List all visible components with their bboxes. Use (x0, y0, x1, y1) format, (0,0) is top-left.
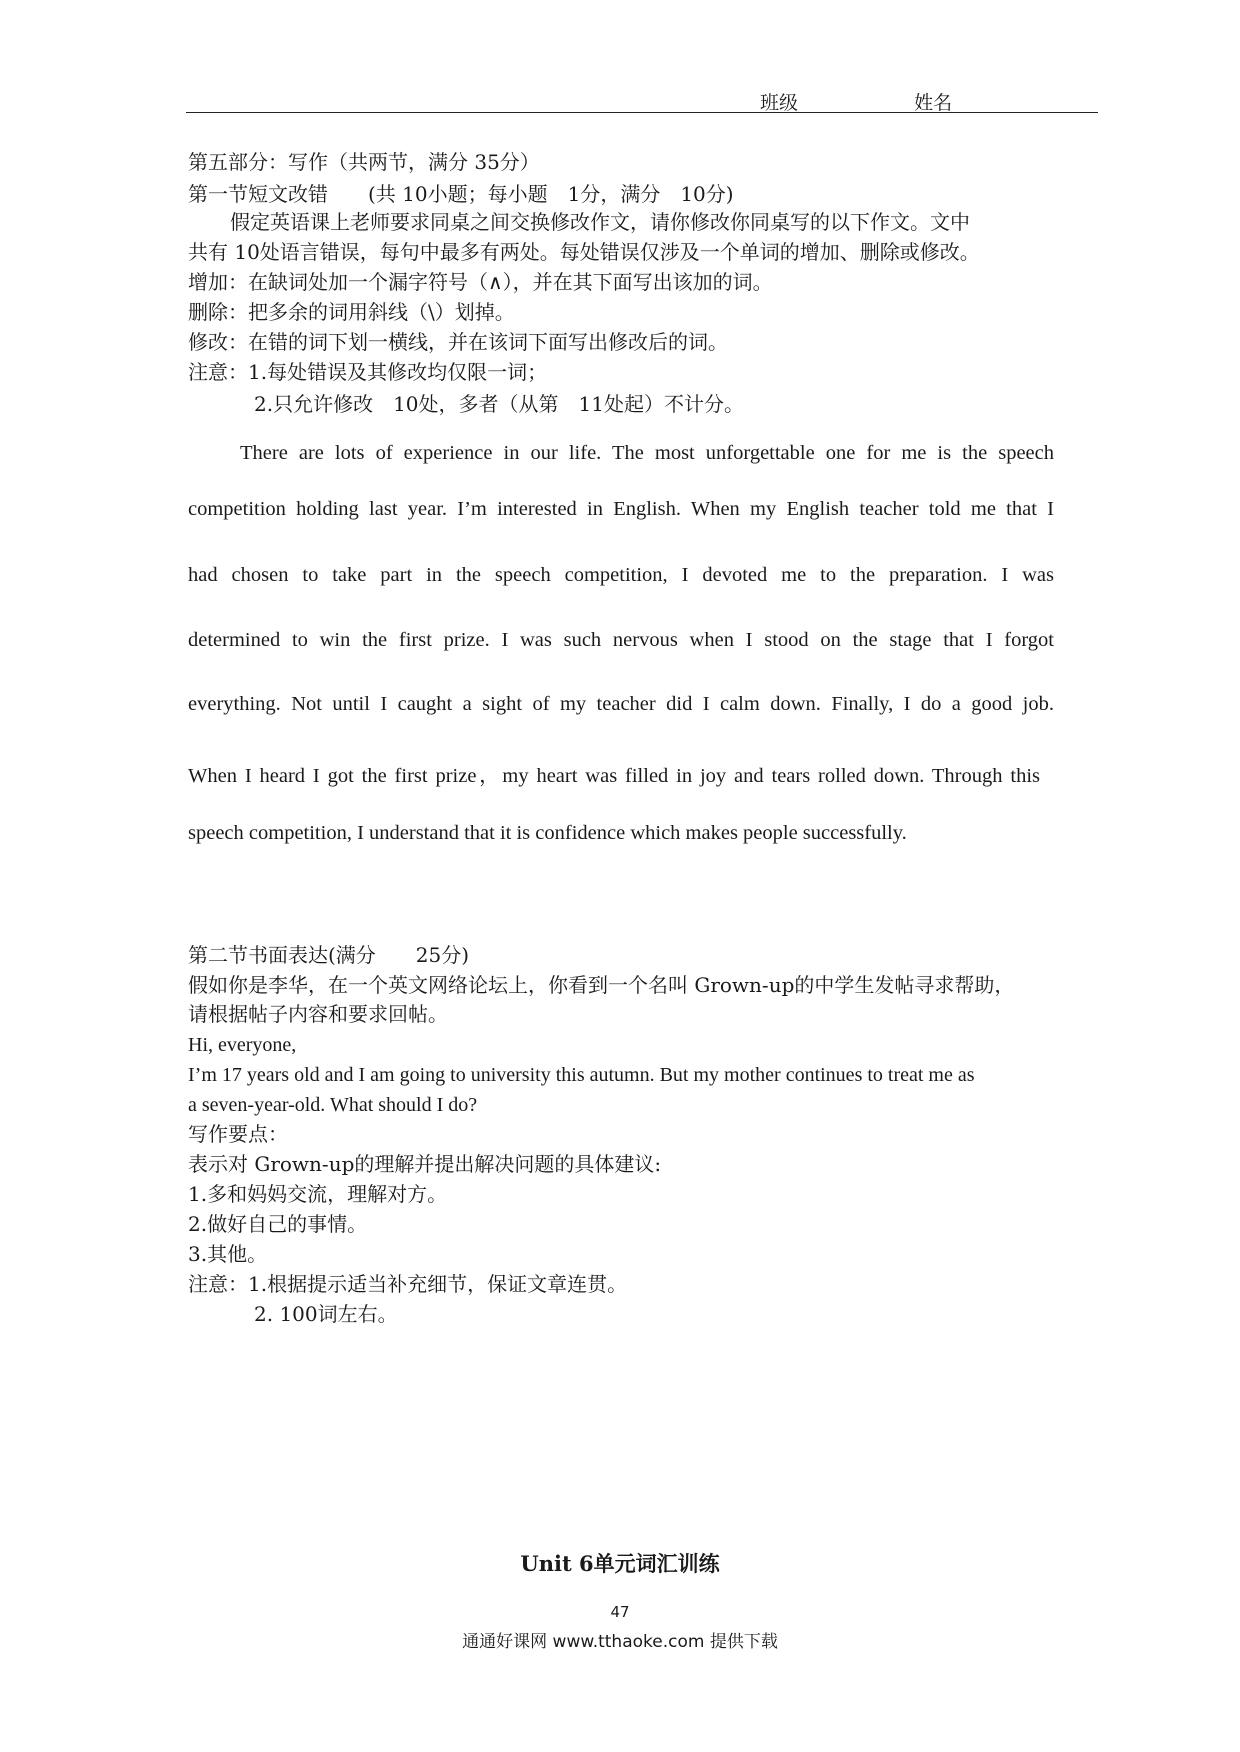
point-item: 3.其他。 (188, 1242, 268, 1266)
essay-line: speech competition, I understand that it is confidence which makes people successfully. (188, 822, 907, 844)
essay-line: had chosen to take part in the speech competition, I devoted me to the preparation. I was (188, 564, 1054, 586)
instruction-line: 修改：在错的词下划一横线，并在该词下面写出修改后的词。 (188, 330, 728, 354)
essay-line: When I heard I got the first prize，my heart was filled in joy and tears rolled down. Through this (188, 765, 1040, 787)
points-title: 写作要点： (188, 1122, 288, 1146)
section1-title: 第一节短文改错 (共 10小题；每小题 1分，满分 10分) (188, 182, 734, 206)
part5-title: 第五部分：写作（共两节，满分 35分） (188, 150, 540, 174)
instruction-line: 注意：1.每处错误及其修改均仅限一词； (188, 360, 548, 384)
post-line: a seven-year-old. What should I do? (188, 1094, 478, 1116)
point-item: 2.做好自己的事情。 (188, 1212, 368, 1236)
unit-title: Unit 6单元词汇训练 (520, 1551, 720, 1576)
name-blank (998, 94, 1098, 113)
instruction-line: 共有 10处语言错误，每句中最多有两处。每处错误仅涉及一个单词的增加、删除或修改。 (188, 240, 980, 264)
name-label: 姓名 (914, 92, 953, 114)
point-item: 表示对 Grown-up的理解并提出解决问题的具体建议: (188, 1152, 662, 1176)
instruction-line: 删除：把多余的词用斜线（\）划掉。 (188, 300, 515, 324)
post-line: I’m 17 years old and I am going to university this autumn. But my mother continues to treat me as (188, 1064, 975, 1086)
essay-line: everything. Not until I caught a sight of my teacher did I calm down. Finally, I do a good job. (188, 693, 1054, 715)
essay-line: competition holding last year. I’m interested in English. When my English teacher told me that I (188, 498, 1054, 520)
class-blank (818, 94, 908, 113)
essay-line: There are lots of experience in our life. The most unforgettable one for me is the speech (240, 442, 1054, 464)
section2-prompt: 请根据帖子内容和要求回帖。 (188, 1002, 448, 1026)
header-fields (760, 88, 1098, 115)
instruction-line: 假定英语课上老师要求同桌之间交换修改作文，请你修改你同桌写的以下作文。文中 (230, 210, 970, 234)
header-rule (186, 112, 1086, 113)
instruction-line: 增加：在缺词处加一个漏字符号（∧），并在其下面写出该加的词。 (188, 270, 773, 294)
page-number: 47 (610, 1603, 630, 1621)
class-label: 班级 (760, 92, 799, 114)
note-line: 注意：1.根据提示适当补充细节，保证文章连贯。 (188, 1272, 628, 1296)
section2-title: 第二节书面表达(满分 25分) (188, 943, 470, 967)
instruction-line: 2.只允许修改 10处，多者（从第 11处起）不计分。 (254, 392, 744, 416)
footer-source: 通通好课网 www.tthaoke.com 提供下载 (462, 1632, 778, 1652)
note-line: 2. 100词左右。 (254, 1302, 398, 1326)
essay-line: determined to win the first prize. I was such nervous when I stood on the stage that I forgot (188, 629, 1054, 651)
point-item: 1.多和妈妈交流，理解对方。 (188, 1182, 448, 1206)
post-line: Hi, everyone, (188, 1034, 297, 1056)
section2-prompt: 假如你是李华，在一个英文网络论坛上，你看到一个名叫 Grown-up的中学生发帖寻求帮助， (188, 973, 1015, 997)
